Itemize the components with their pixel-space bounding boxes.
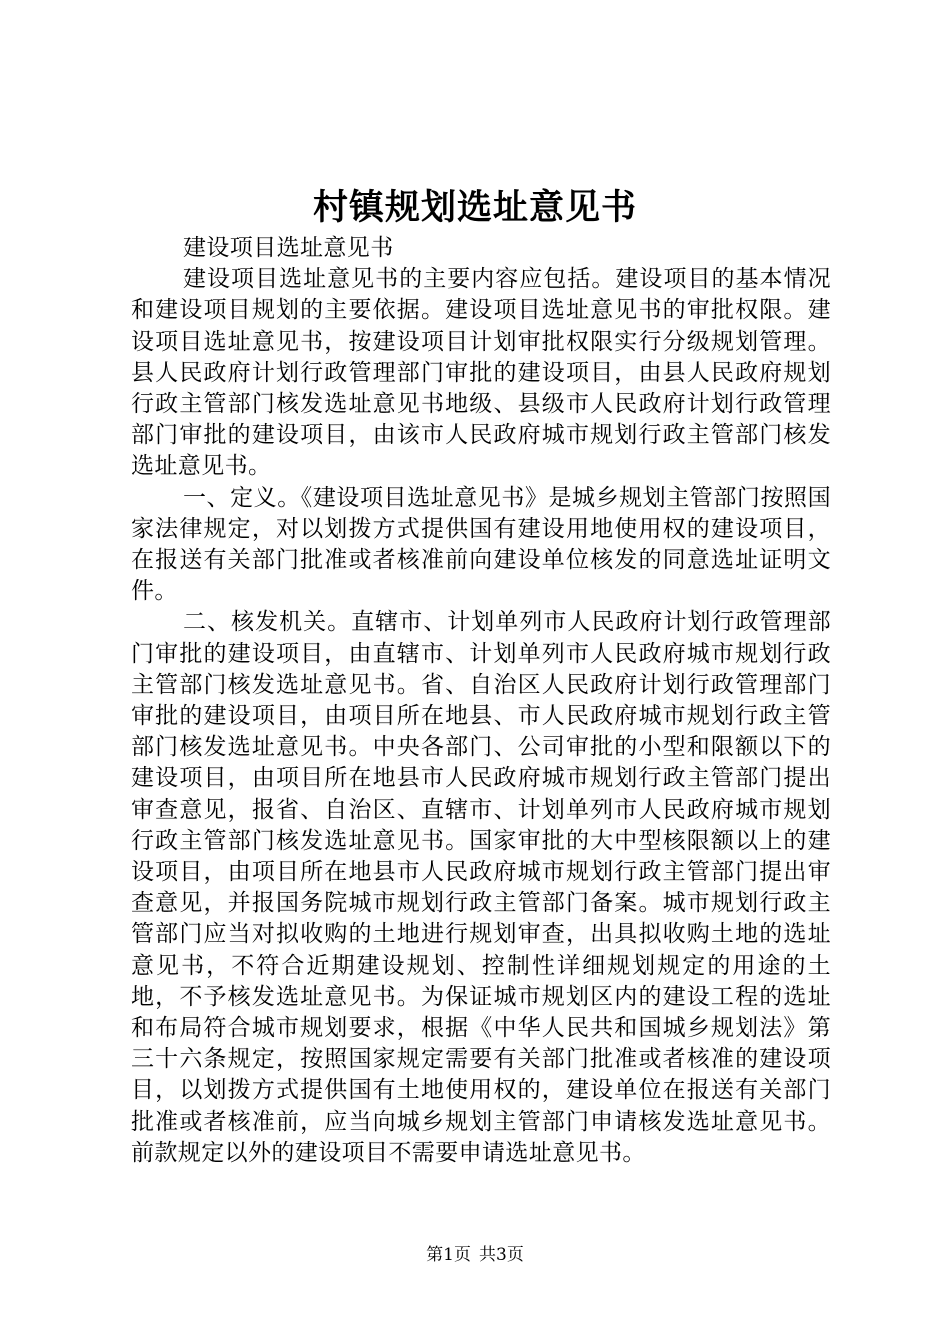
page-footer (0, 1243, 950, 1267)
document-title: 村镇规划选址意见书 (312, 187, 637, 228)
document-body (131, 233, 831, 1169)
page-number: 第1页 (426, 1245, 471, 1265)
page-total: 共3页 (479, 1245, 524, 1265)
paragraph-subtitle: 建设项目选址意见书 (183, 235, 394, 261)
paragraph-issuing-authority: 二、核发机关。直辖市、计划单列市人民政府计划行政管理部门审批的建设项目，由直辖市、计划单列市人民政府城市规划行政主管部门核发选址意见书。省、自治区人民政府计划行政管理部门审批的建设项目，由项目所在地县、市人民政府城市规划行政主管部门核发选址意见书。中央各部门、公司审批的小型和限额以下的建设项目，由项目所在地县市人民政府城市规划行政主管部门提出审查意见，报省、自治区、直辖市、计划单列市人民政府城市规划行政主管部门核发选址意见书。国家审批的大中型核限额以上的建设项目，由项目所在地县市人民政府城市规划行政主管部门提出审查意见，并报国务院城市规划行政主管部门备案。城市规划行政主管部门应当对拟收购的土地进行规划审查，出具拟收购土地的选址意见书，不符合近期建设规划、控制性详细规划规定的用途的土地，不予核发选址意见书。为保证城市规划区内的建设工程的选址和布局符合城市规划要求，根据《中华人民共和国城乡规划法》第三十六条规定，按照国家规定需要有关部门批准或者核准的建设项目，以划拨方式提供国有土地使用权的，建设单位在报送有关部门批准或者核准前，应当向城乡规划主管部门申请核发选址意见书。前款规定以外的建设项目不需要申请选址意见书。 (131, 609, 831, 1166)
paragraph-content-overview: 建设项目选址意见书的主要内容应包括。建设项目的基本情况和建设项目规划的主要依据。建设项目选址意见书的审批权限。建设项目选址意见书，按建设项目计划审批权限实行分级规划管理。县人民政府计划行政管理部门审批的建设项目，由县人民政府规划行政主管部门核发选址意见书地级、县级市人民政府计划行政管理部门审批的建设项目，由该市人民政府城市规划行政主管部门核发选址意见书。 (131, 266, 831, 480)
paragraph-definition: 一、定义。《建设项目选址意见书》是城乡规划主管部门按照国家法律规定，对以划拨方式提供国有建设用地使用权的建设项目，在报送有关部门批准或者核准前向建设单位核发的同意选址证明文件。 (131, 484, 831, 605)
